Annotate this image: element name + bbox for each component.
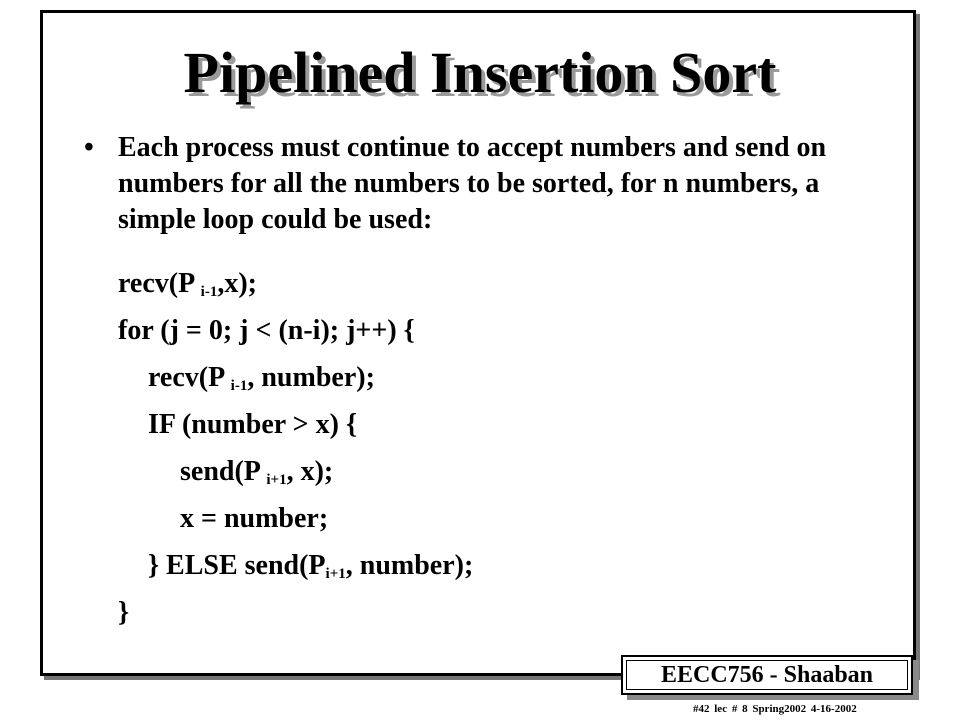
footer-course-badge: EECC756 - Shaaban bbox=[621, 655, 913, 695]
code-line-5: send(P $_{i+1}$, x); bbox=[180, 456, 334, 488]
bullet-text: Each process must continue to accept numbers and send on numbers for all the numbers to be sorted, for n numbers, a simple loop could be used: bbox=[118, 132, 827, 235]
bullet-dot-icon: • bbox=[84, 132, 94, 163]
slide-title: Pipelined Insertion Sort bbox=[183, 40, 777, 105]
code-line-2: for (j = 0; j < (n-i); j++) { bbox=[118, 315, 415, 346]
code-line-7: } ELSE $send(P_{i+1}$, number); bbox=[148, 550, 474, 582]
code-line-3: recv(P $_{i-1}$, number); bbox=[148, 362, 375, 394]
code-line-4: IF (number > x) { bbox=[148, 409, 357, 440]
code-line-1: recv(P $_{i-1}$,x); bbox=[118, 268, 257, 300]
code-line-8: } bbox=[118, 597, 130, 628]
code-line-6: x = number; bbox=[180, 503, 329, 534]
footer-lecture-info: #42 lec # 8 Spring2002 4-16-2002 bbox=[693, 703, 857, 715]
